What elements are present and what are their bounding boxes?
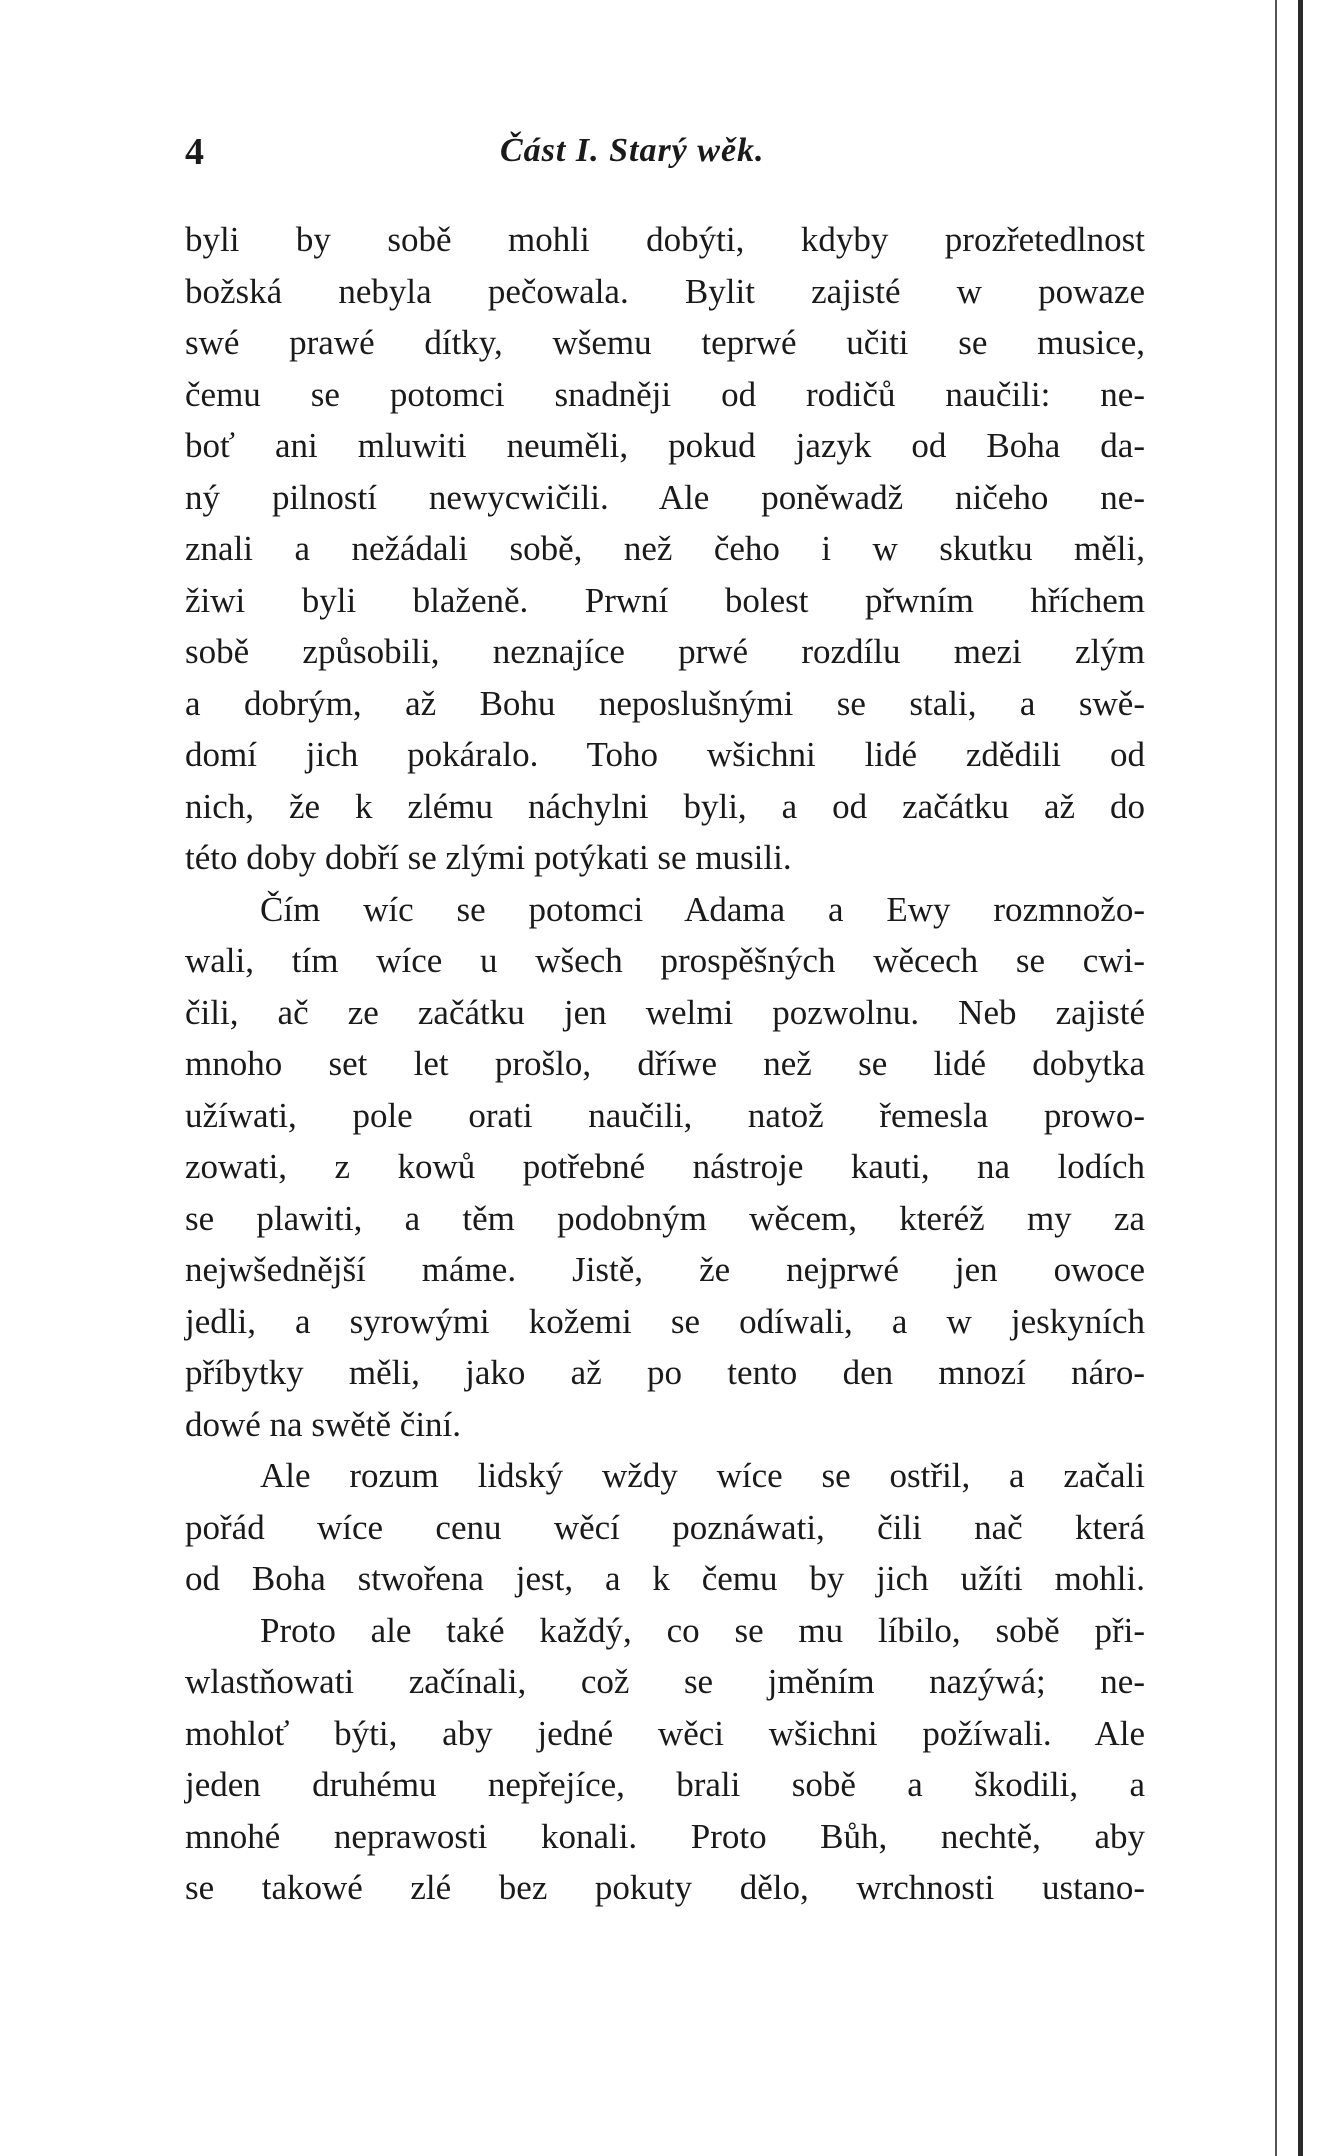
text-line: Ale rozum lidský wždy wíce se ostřil, a začali [260, 1456, 1145, 1495]
scan-edge [1298, 0, 1303, 2156]
text-line: božská nebyla pečowala. Bylit zajisté w powaze [185, 271, 1145, 311]
text-line: mnohé neprawosti konali. Proto Bůh, nechtě, aby [185, 1816, 1145, 1856]
text-line: jedli, a syrowými kožemi se odíwali, a w jeskyních [185, 1301, 1145, 1341]
text-line: zowati, z kowů potřebné nástroje kauti, na lodích [185, 1147, 1145, 1186]
text-line: wali, tím wíce u wšech prospěšných wěcech se cwi- [185, 941, 1145, 980]
text-line: dowé na swětě činí. [185, 1404, 462, 1444]
text-line: nich, že k zlému náchylni byli, a od začátku až do [185, 786, 1145, 826]
running-head [185, 130, 1145, 180]
text-line: příbytky měli, jako až po tento den mnozí náro- [185, 1353, 1145, 1392]
text-line: jeden druhému nepřejíce, brali sobě a škodili, a [185, 1765, 1145, 1804]
body-text [185, 214, 1145, 1914]
text-line: čili, ač ze začátku jen welmi pozwolnu. Neb zajisté [185, 992, 1145, 1032]
text-line: této doby dobří se zlými potýkati se musili. [185, 838, 792, 877]
text-line: pořád wíce cenu wěcí poznáwati, čili nač která [185, 1507, 1145, 1547]
text-line: Proto ale také každý, co se mu líbilo, sobě při- [260, 1610, 1145, 1650]
text-line: od Boha stwořena jest, a k čemu by jich užíti mohli. [185, 1559, 1145, 1598]
text-line: Čím wíc se potomci Adama a Ewy rozmnožo- [260, 889, 1145, 929]
text-line: byli by sobě mohli dobýti, kdyby prozřetedlnost [185, 220, 1145, 259]
text-line: čemu se potomci snadněji od rodičů naučili: ne- [185, 374, 1145, 414]
page-number: 4 [185, 131, 204, 173]
scan-edge-line [1275, 0, 1277, 2156]
text-line: domí jich pokáralo. Toho wšichni lidé zdědili od [185, 735, 1145, 774]
text-line: žiwi byli blaženě. Prwní bolest přwním hříchem [185, 580, 1145, 620]
text-line: mohloť býti, aby jedné wěci wšichni požíwali. Ale [185, 1713, 1145, 1753]
text-line: se takowé zlé bez pokuty dělo, wrchnosti ustano- [185, 1868, 1145, 1907]
text-line: wlastňowati začínali, což se jměním nazýwá; ne- [185, 1662, 1145, 1701]
text-line: znali a nežádali sobě, než čeho i w skutku měli, [185, 529, 1145, 568]
text-line: nejwšednější máme. Jistě, že nejprwé jen owoce [185, 1250, 1145, 1289]
text-line: a dobrým, až Bohu neposlušnými se stali, a swě- [185, 683, 1145, 723]
text-line: mnoho set let prošlo, dříwe než se lidé dobytka [185, 1044, 1145, 1083]
text-line: užíwati, pole orati naučili, natož řemesla prowo- [185, 1095, 1145, 1135]
header-title: Část I. Starý wěk. [500, 132, 765, 169]
text-line: swé prawé dítky, wšemu teprwé učiti se musice, [185, 323, 1145, 362]
text-line: ný pilností newycwičili. Ale poněwadž ničeho ne- [185, 477, 1145, 517]
text-line: se plawiti, a těm podobným wěcem, kteréž my za [185, 1198, 1145, 1238]
text-line: sobě způsobili, neznajíce prwé rozdílu mezi zlým [185, 632, 1145, 671]
text-line: boť ani mluwiti neuměli, pokud jazyk od Boha da- [185, 426, 1145, 465]
